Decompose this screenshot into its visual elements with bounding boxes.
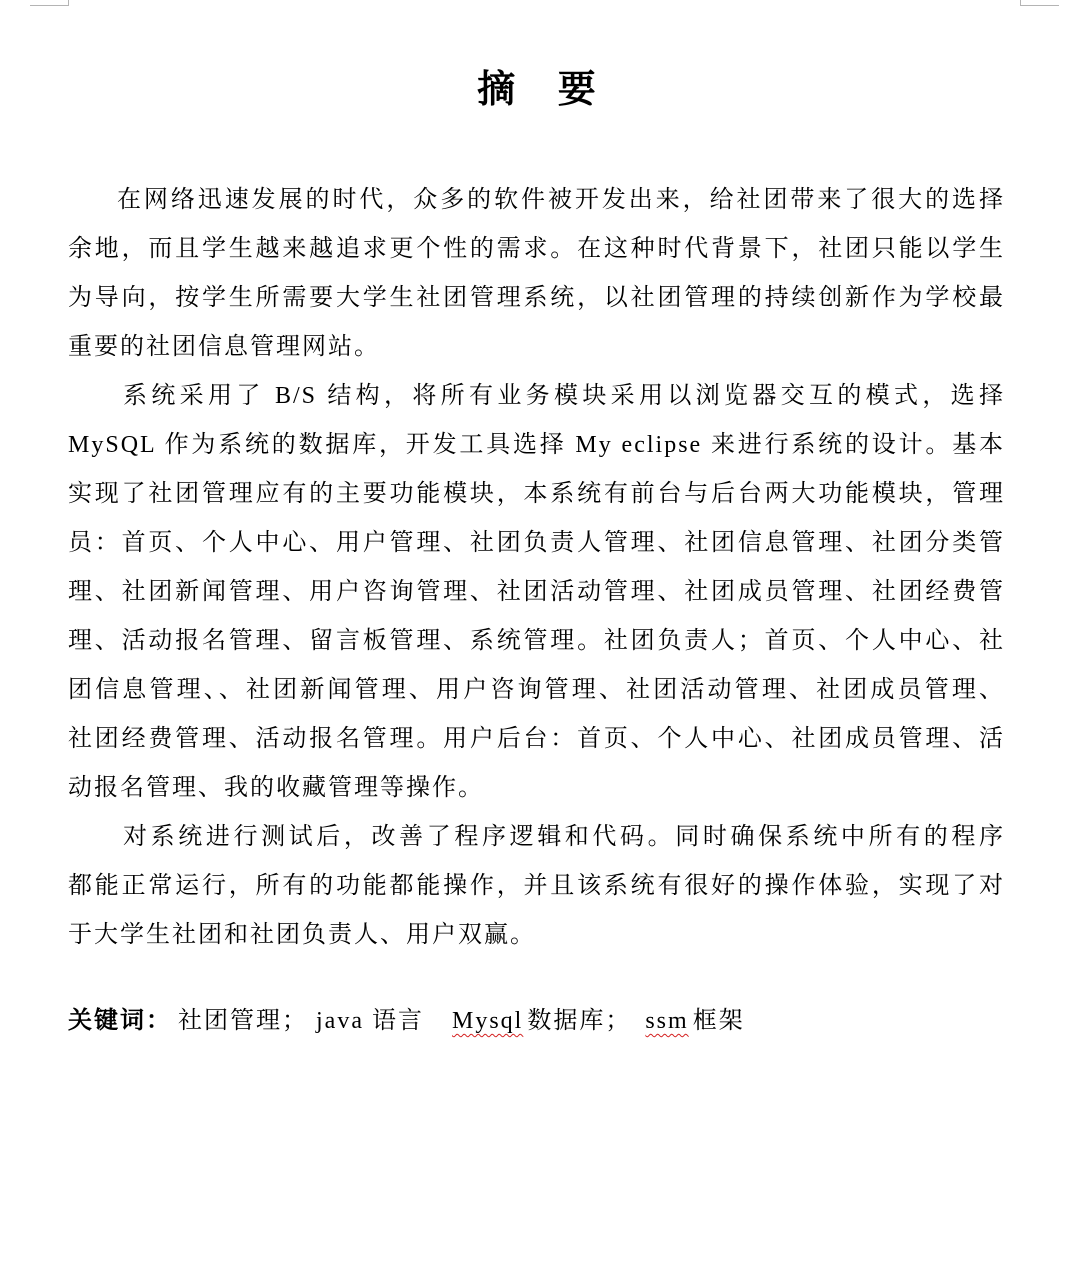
abstract-paragraph-2 [68,372,1005,813]
keyword-item: 数据库； [527,1008,632,1034]
paragraph-line: 团信息管理、、社团新闻管理、用户咨询管理、社团活动管理、社团成员管理、 [68,677,1005,703]
keyword-item-misspelled: Mysql [451,1008,524,1034]
paragraph-line: MySQL 作为系统的数据库，开发工具选择 My eclipse 来进行系统的设计。基本 [68,432,1005,458]
paragraph-line: 系统采用了 B/S 结构，将所有业务模块采用以浏览器交互的模式，选择 [123,383,1005,409]
keyword-item: java 语言 [316,1008,424,1034]
abstract-title: 摘 要 [477,69,596,111]
crop-mark-top-left [30,0,69,6]
paragraph-line: 理、社团新闻管理、用户咨询管理、社团活动管理、社团成员管理、社团经费管 [68,579,1005,605]
paragraph-line: 实现了社团管理应有的主要功能模块，本系统有前台与后台两大功能模块，管理 [68,481,1005,507]
keywords-line [68,997,1005,1046]
crop-mark-top-right [1020,0,1059,6]
paragraph-line: 理、活动报名管理、留言板管理、系统管理。社团负责人；首页、个人中心、社 [68,628,1005,654]
paragraph-line: 在网络迅速发展的时代，众多的软件被开发出来，给社团带来了很大的选择 [117,187,1005,213]
paragraph-line: 都能正常运行，所有的功能都能操作，并且该系统有很好的操作体验，实现了对 [68,873,1005,899]
keyword-item: 框架 [692,1008,745,1034]
paragraph-line: 员：首页、个人中心、用户管理、社团负责人管理、社团信息管理、社团分类管 [68,530,1005,556]
paragraph-line: 重要的社团信息管理网站。 [68,334,380,360]
abstract-paragraph-1 [68,176,1005,372]
paragraph-line: 于大学生社团和社团负责人、用户双赢。 [68,922,536,948]
abstract-body [68,176,1005,960]
paragraph-line: 余地，而且学生越来越追求更个性的需求。在这种时代背景下，社团只能以学生 [68,236,1005,262]
paragraph-line: 社团经费管理、活动报名管理。用户后台：首页、个人中心、社团成员管理、活 [68,726,1005,752]
abstract-paragraph-3 [68,813,1005,960]
paragraph-line: 动报名管理、我的收藏管理等操作。 [68,775,484,801]
keyword-item: 社团管理； [178,1008,308,1034]
keyword-item-misspelled: ssm [645,1008,689,1034]
paragraph-line: 对系统进行测试后，改善了程序逻辑和代码。同时确保系统中所有的程序 [123,824,1005,850]
keywords-label: 关键词： [68,1008,172,1034]
paragraph-line: 为导向，按学生所需要大学生社团管理系统，以社团管理的持续创新作为学校最 [68,285,1005,311]
